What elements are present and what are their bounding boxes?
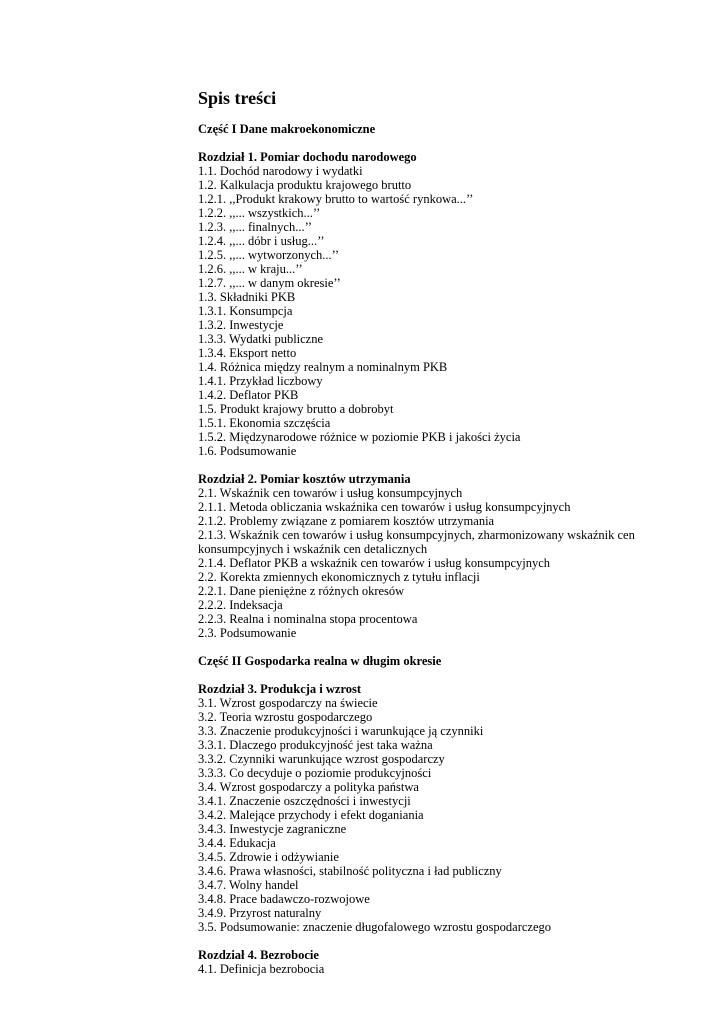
toc-item: 3.4.1. Znaczenie oszczędności i inwestycji — [198, 794, 411, 808]
toc-item: 2.1. Wskaźnik cen towarów i usług konsumpcyjnych — [198, 486, 463, 500]
toc-section — [198, 150, 668, 458]
toc-item: 3.4.9. Przyrost naturalny — [198, 906, 322, 920]
toc-item: 3.4.8. Prace badawczo-rozwojowe — [198, 892, 370, 906]
toc-item: 1.3.2. Inwestycje — [198, 318, 284, 332]
toc-item: 1.2. Kalkulacja produktu krajowego brutto — [198, 178, 412, 192]
toc-item: 1.6. Podsumowanie — [198, 444, 297, 458]
page-title: Spis treści — [198, 88, 277, 108]
toc-item: 1.3. Składniki PKB — [198, 290, 296, 304]
toc-item: 3.4. Wzrost gospodarczy a polityka państwa — [198, 780, 419, 794]
toc-item: 1.3.1. Konsumpcja — [198, 304, 293, 318]
toc-item: 2.1.3. Wskaźnik cen towarów i usług konsumpcyjnych, zharmonizowany wskaźnik cen konsumpcyjnych i wskaźnik cen detalicznych — [198, 528, 635, 556]
toc-section — [198, 654, 668, 668]
toc-item: 3.4.7. Wolny handel — [198, 878, 299, 892]
toc-item: 3.5. Podsumowanie: znaczenie długofalowego wzrostu gospodarczego — [198, 920, 552, 934]
toc-item: 1.2.6. ,,... w kraju...’’ — [198, 262, 303, 276]
toc-item: 3.3.1. Dlaczego produkcyjność jest taka ważna — [198, 738, 433, 752]
toc-section — [198, 122, 668, 136]
toc-item: 2.2. Korekta zmiennych ekonomicznych z tytułu inflacji — [198, 570, 480, 584]
toc-item: 3.4.6. Prawa własności, stabilność polityczna i ład publiczny — [198, 864, 502, 878]
toc-item: 2.3. Podsumowanie — [198, 626, 297, 640]
section-heading: Rozdział 3. Produkcja i wzrost — [198, 682, 362, 696]
toc-item: 1.2.2. ,,... wszystkich...’’ — [198, 206, 321, 220]
toc-item: 1.5. Produkt krajowy brutto a dobrobyt — [198, 402, 394, 416]
toc-item: 1.4.1. Przykład liczbowy — [198, 374, 323, 388]
toc-item: 2.2.3. Realna i nominalna stopa procentowa — [198, 612, 418, 626]
toc-item: 1.2.1. ,,Produkt krakowy brutto to wartość rynkowa...’’ — [198, 192, 474, 206]
toc-item: 1.3.4. Eksport netto — [198, 346, 297, 360]
toc-section — [198, 948, 668, 976]
toc-item: 2.1.2. Problemy związane z pomiarem kosztów utrzymania — [198, 514, 495, 528]
section-heading: Rozdział 1. Pomiar dochodu narodowego — [198, 150, 417, 164]
toc-item: 1.5.2. Międzynarodowe różnice w poziomie PKB i jakości życia — [198, 430, 521, 444]
toc-item: 3.3.2. Czynniki warunkujące wzrost gospodarczy — [198, 752, 445, 766]
toc-item: 2.2.1. Dane pieniężne z różnych okresów — [198, 584, 405, 598]
toc-item: 1.2.3. ,,... finalnych...’’ — [198, 220, 312, 234]
toc-item: 1.4.2. Deflator PKB — [198, 388, 299, 402]
toc-item: 1.2.7. ,,... w danym okresie’’ — [198, 276, 341, 290]
toc-section — [198, 682, 668, 934]
toc-item: 3.4.4. Edukacja — [198, 836, 276, 850]
toc-item: 2.2.2. Indeksacja — [198, 598, 283, 612]
document-page — [198, 86, 668, 990]
toc-item: 3.4.2. Malejące przychody i efekt doganiania — [198, 808, 424, 822]
section-heading: Rozdział 4. Bezrobocie — [198, 948, 319, 962]
toc-item: 1.2.5. ,,... wytworzonych...’’ — [198, 248, 340, 262]
toc-section — [198, 472, 668, 640]
toc-item: 1.5.1. Ekonomia szczęścia — [198, 416, 331, 430]
section-heading: Rozdział 2. Pomiar kosztów utrzymania — [198, 472, 411, 486]
toc-item: 4.1. Definicja bezrobocia — [198, 962, 325, 976]
toc-item: 3.1. Wzrost gospodarczy na świecie — [198, 696, 378, 710]
section-heading: Część II Gospodarka realna w długim okresie — [198, 654, 442, 668]
toc-item: 1.4. Różnica między realnym a nominalnym PKB — [198, 360, 448, 374]
toc-item: 1.3.3. Wydatki publiczne — [198, 332, 324, 346]
toc-item: 1.2.4. ,,... dóbr i usług...’’ — [198, 234, 325, 248]
section-heading: Część I Dane makroekonomiczne — [198, 122, 376, 136]
toc-item: 1.1. Dochód narodowy i wydatki — [198, 164, 363, 178]
toc-item: 3.3.3. Co decyduje o poziomie produkcyjności — [198, 766, 432, 780]
toc-item: 2.1.1. Metoda obliczania wskaźnika cen towarów i usług konsumpcyjnych — [198, 500, 571, 514]
toc-item: 2.1.4. Deflator PKB a wskaźnik cen towarów i usług konsumpcyjnych — [198, 556, 551, 570]
toc-item: 3.4.5. Zdrowie i odżywianie — [198, 850, 339, 864]
toc-item: 3.4.3. Inwestycje zagraniczne — [198, 822, 347, 836]
toc-item: 3.2. Teoria wzrostu gospodarczego — [198, 710, 373, 724]
toc-item: 3.3. Znaczenie produkcyjności i warunkujące ją czynniki — [198, 724, 484, 738]
